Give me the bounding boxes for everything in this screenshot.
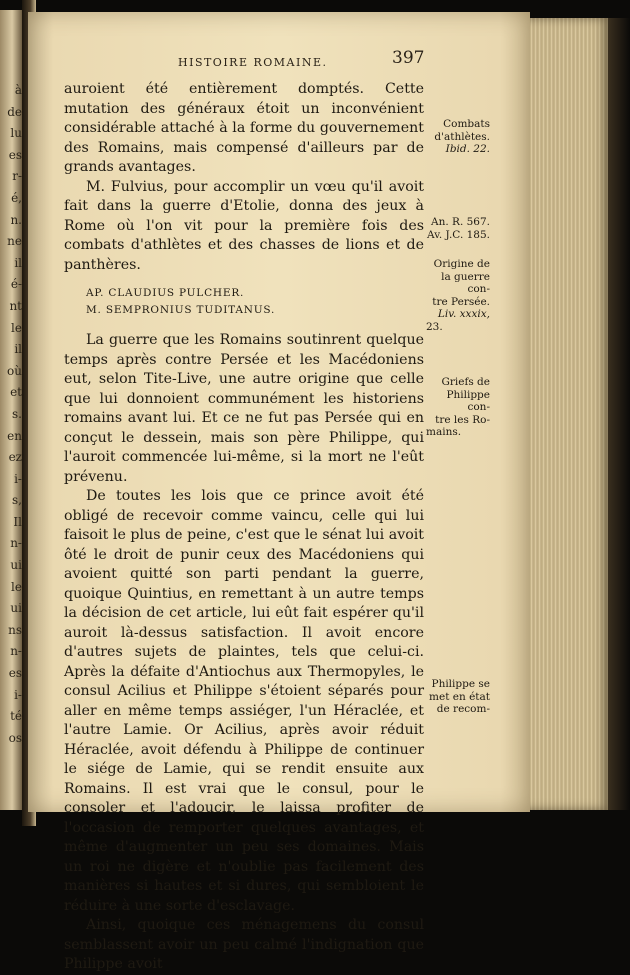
left-page-fragment: le bbox=[11, 579, 22, 594]
consuls-block bbox=[86, 285, 424, 319]
note-line: Origine de bbox=[433, 258, 490, 270]
page-edges-shadow bbox=[608, 18, 630, 810]
left-page-sliver bbox=[0, 10, 22, 810]
left-page-fragment: lu bbox=[10, 126, 22, 141]
margin-note-philippe bbox=[426, 678, 490, 716]
margin-note-combats bbox=[426, 118, 490, 156]
left-page-fragment: s. bbox=[12, 406, 22, 421]
paragraph-4: De toutes les lois que ce prince avoit été obligé de recevoir comme vaincu, celle qui lui faisoit le plus de peine, c'est que le sénat lui avoit ôté le droit de punir ceux des Macédoniens qui avoient quitté son parti pendant la guerre, quoique Quintius, en remettant à un autre temps la décision de cet article, lui eût fait espérer qu'il auroit là-dessus satisfaction. Il avoit encore d'autres sujets de plaintes, tels que celui-ci. Après la défaite d'Antiochus aux Thermopyles, le consul Acilius et Philippe s'étoient séparés pour aller en même temps assiéger, l'un Héraclée, et l'autre Lamie. Or Acilius, après avoir réduit Héraclée, avoit défendu à Philippe de continuer le siége de Lamie, qui se rendit ensuite aux Romains. Il est vrai que le consul, pour le consoler et l'adoucir, le laissa profiter de l'occasion de remporter quelques avantages, et même d'augmenter un peu ses domaines. Mais un roi ne digère et n'oublie pas facilement des manières si hautes et si dures, qui sembloient le réduire à une sorte d'esclavage. bbox=[64, 488, 424, 914]
paragraph-2: M. Fulvius, pour accomplir un vœu qu'il avoit fait dans la guerre d'Etolie, donna des jeux à Rome où l'on vit pour la première fois des combats d'athlètes et des chasses de lions et de panthères. bbox=[64, 178, 424, 273]
left-page-fragment: é, bbox=[11, 190, 22, 205]
paragraph-5: Ainsi, quoique ces ménagemens du consul semblassent avoir un peu calmé l'indignation que Philippe avoit bbox=[64, 917, 424, 972]
note-line: tre les Ro- bbox=[435, 413, 490, 426]
left-page-fragment: é- bbox=[10, 277, 22, 292]
paragraph-1: auroient été entièrement domptés. Cette mutation des généraux étoit un inconvénient considérable attaché à la forme du gouvernement des Romains, mais compensé d'ailleurs par de grands avantages. bbox=[64, 81, 424, 175]
book-page bbox=[28, 12, 530, 972]
left-page-fragment: de bbox=[7, 104, 22, 119]
note-line: Av. J.C. 185. bbox=[427, 228, 490, 241]
left-page-fragment: ne bbox=[7, 234, 22, 249]
margin-note-origine bbox=[426, 258, 490, 333]
margin-note-griefs bbox=[426, 376, 490, 439]
left-page-fragment: ui bbox=[10, 601, 22, 616]
left-page-fragment: en bbox=[7, 428, 22, 443]
consul-1: AP. CLAUDIUS PULCHER. bbox=[86, 287, 245, 299]
note-line: Combats bbox=[443, 118, 490, 130]
note-line: Philippe con- bbox=[446, 388, 490, 413]
note-line: mains. bbox=[426, 426, 462, 438]
left-page-fragment: nt bbox=[9, 298, 22, 313]
consul-2: M. SEMPRONIUS TUDITANUS. bbox=[86, 304, 276, 316]
running-title: HISTOIRE ROMAINE. bbox=[178, 56, 328, 69]
note-line: An. R. 567. bbox=[431, 216, 490, 228]
margin-note-date bbox=[426, 216, 490, 241]
left-page-fragment: à bbox=[14, 83, 22, 97]
left-page-fragment: es bbox=[8, 147, 22, 162]
left-page-fragment: Il bbox=[13, 514, 22, 529]
page-number: 397 bbox=[392, 48, 425, 68]
left-page-fragment: le bbox=[11, 320, 22, 335]
note-line: Griefs de bbox=[441, 376, 490, 388]
note-reference: Liv. xxxix, bbox=[437, 308, 490, 320]
left-page-fragment: où bbox=[7, 363, 22, 378]
left-page-fragment: té bbox=[10, 709, 22, 724]
left-page-fragment: r- bbox=[12, 169, 22, 184]
paragraph-3: La guerre que les Romains soutinrent quelque temps après contre Persée et les Macédoniens eut, selon Tite-Live, une autre origine que celle que lui donnoient communément les historiens romains avant lui. Et ce ne fut pas Persée qui en conçut le dessein, mais son père Philippe, qui l'auroit commencée lui-même, si la mort ne l'eût prévenu. bbox=[64, 332, 424, 485]
left-page-fragment: ez bbox=[8, 450, 22, 465]
left-page-fragment: es bbox=[8, 666, 22, 681]
left-page-fragment: i- bbox=[14, 471, 22, 486]
note-line: la guerre con- bbox=[441, 270, 490, 295]
left-page-fragment: et bbox=[10, 385, 22, 400]
left-page-fragment: n- bbox=[10, 536, 22, 551]
left-page-fragment: il bbox=[14, 255, 22, 270]
left-page-fragments bbox=[0, 80, 22, 749]
left-page-fragment: n. bbox=[10, 212, 22, 227]
left-page-fragment: i- bbox=[14, 687, 22, 702]
note-line: tre Persée. bbox=[432, 295, 490, 308]
left-page-fragment: ui bbox=[10, 558, 22, 573]
note-line: met en état bbox=[429, 690, 490, 703]
note-line: de recom- bbox=[436, 703, 490, 715]
left-page-fragment: ns bbox=[8, 622, 22, 637]
left-page-fragment: il bbox=[14, 342, 22, 357]
note-line: d'athlètes. bbox=[434, 130, 490, 143]
note-reference: Ibid. 22. bbox=[445, 143, 490, 155]
note-line: 23. bbox=[426, 320, 443, 333]
page-edges bbox=[522, 18, 610, 810]
left-page-fragment: n- bbox=[10, 644, 22, 659]
left-page-fragment: os bbox=[8, 730, 22, 745]
body-text bbox=[64, 80, 424, 975]
left-page-fragment: s, bbox=[12, 493, 22, 508]
note-line: Philippe se bbox=[431, 678, 490, 690]
